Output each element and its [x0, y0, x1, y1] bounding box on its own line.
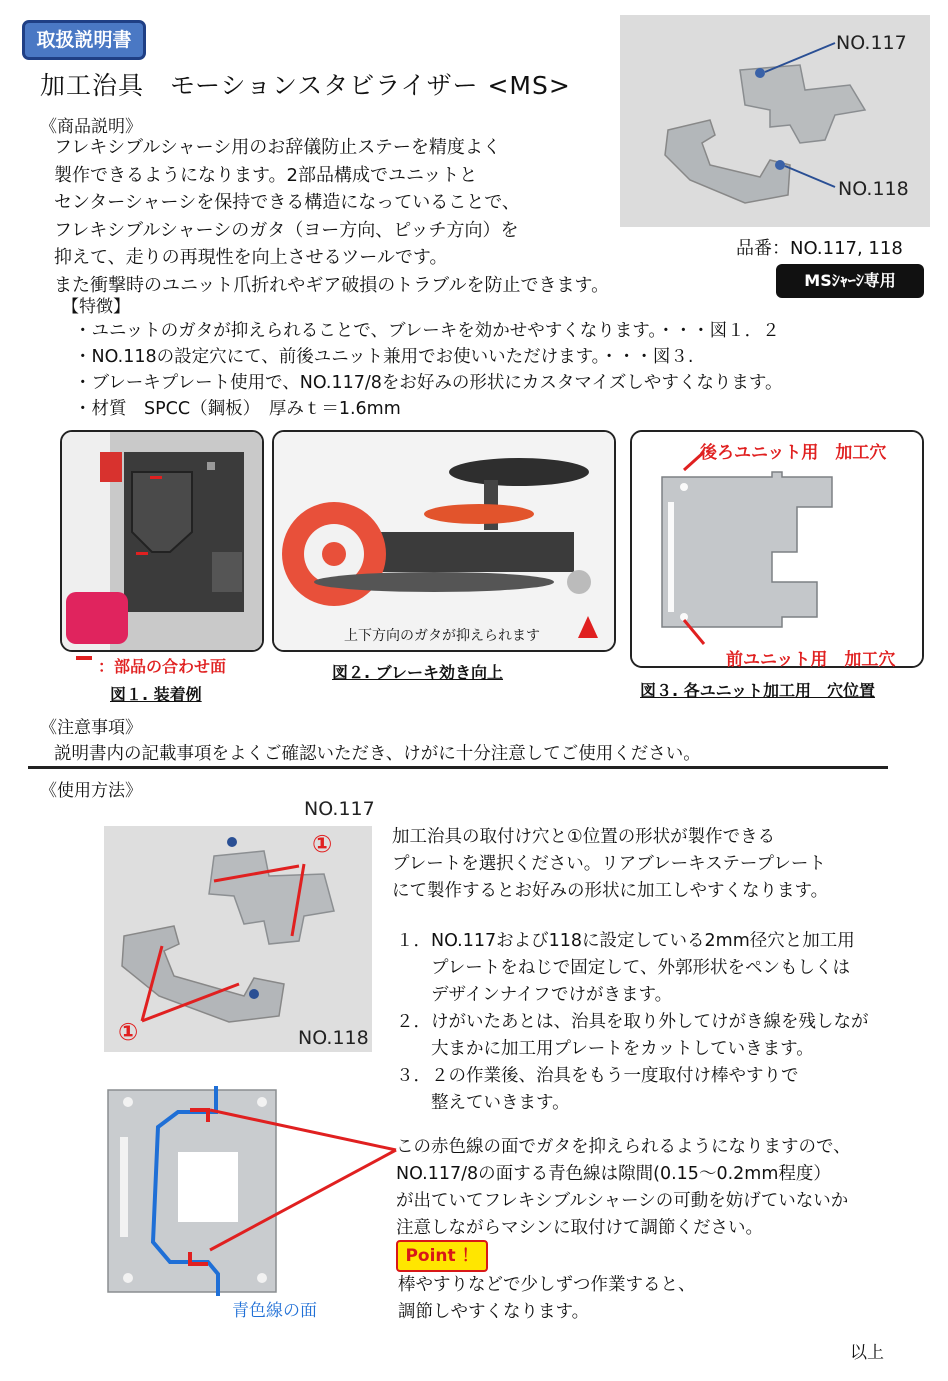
product-line: センターシャーシを保持できる構造になっていることで、: [54, 192, 520, 213]
usage-intro-line: プレートを選択ください。リアブレーキステープレート: [392, 854, 826, 874]
caution-text: 説明書内の記載事項をよくご確認いただき、けがに十分注意してご使用ください。: [54, 744, 701, 764]
usage-label: 《使用方法》: [40, 781, 142, 801]
label-no118: NO.118: [838, 178, 909, 200]
label-no117: NO.117: [836, 32, 907, 54]
part-number: 品番：NO.117, 118: [736, 238, 903, 259]
step-line: 大まかに加工用プレートをカットしていきます。: [396, 1039, 814, 1059]
figure-2-note: 上下方向のガタが抑えられます: [344, 628, 540, 644]
point-line: 棒やすりなどで少しずつ作業すると、: [398, 1275, 696, 1295]
point-badge: Point ！: [396, 1240, 488, 1272]
usage-label-no117: NO.117: [304, 798, 375, 820]
point-text: [398, 1272, 696, 1326]
product-line: フレキシブルシャーシ用のお辞儀防止ステーを精度よく: [54, 137, 501, 158]
note-line: NO.117/8の面する青色線は隙間(0.15～0.2mm程度）: [396, 1164, 831, 1184]
end-mark: 以上: [850, 1343, 884, 1363]
usage-photo: [104, 826, 372, 1052]
usage-intro: [392, 824, 828, 905]
step-line: ３．２の作業後、治具をもう一度取付け棒やすりで: [396, 1066, 799, 1086]
product-description: [54, 134, 609, 299]
page-title: 加工治具 モーションスタビライザー <MS>: [40, 71, 571, 100]
figure-2-photo: [272, 430, 616, 652]
figure-3-front-hole-label: 前ユニット用 加工穴: [726, 650, 896, 670]
product-line: 製作できるようになります。2部品構成でユニットと: [54, 164, 478, 186]
step-line: 整えていきます。: [396, 1093, 570, 1113]
red-line-note: [396, 1134, 851, 1242]
ms-chassis-badge: MSｼｬｰｼ専用: [776, 264, 924, 298]
usage-label-no118: NO.118: [298, 1027, 369, 1049]
product-line: また衝撃時のユニット爪折れやギア破損のトラブルを防止できます。: [54, 274, 610, 296]
feature-item: ・ブレーキプレート使用で、NO.117/8をお好みの形状にカスタマイズしやすくなります。: [74, 373, 783, 393]
blue-line-label: 青色線の面: [232, 1301, 317, 1321]
red-pointer-lines: [200, 1100, 400, 1260]
figure-1-legend: ：部品の合わせ面: [98, 657, 227, 676]
figure-3-caption: 図３. 各ユニット加工用 穴位置: [640, 681, 876, 700]
note-line: が出ていてフレキシブルシャーシの可動を妨げていないか: [396, 1191, 849, 1211]
step-line: ２．けがいたあとは、治具を取り外してけがき線を残しなが: [396, 1012, 869, 1032]
usage-steps: [396, 928, 869, 1117]
caution-label: 《注意事項》: [40, 718, 142, 738]
note-line: この赤色線の面でガタを抑えられるようになりますので、: [396, 1137, 851, 1157]
usage-intro-line: にて製作するとお好みの形状に加工しやすくなります。: [392, 881, 829, 901]
figure-2-caption: 図２. ブレーキ効き向上: [332, 663, 504, 682]
feature-item: ・NO.118の設定穴にて、前後ユニット兼用でお使いいただけます。・・・図３.: [74, 347, 694, 367]
step-line: プレートをねじで固定して、外郭形状をペンもしくは: [396, 958, 850, 978]
figure-3-photo: [630, 430, 924, 668]
feature-item: ・ユニットのガタが抑えられることで、ブレーキを効かせやすくなります。・・・図１．２: [74, 321, 780, 341]
product-line: 抑えて、走りの再現性を向上させるツールです。: [54, 247, 448, 268]
figure-1-caption: 図１. 装着例: [110, 685, 202, 704]
figure-1-photo: [60, 430, 264, 652]
usage-intro-line: 加工治具の取付け穴と①位置の形状が製作できる: [392, 827, 776, 847]
circle-one-marker: ①: [118, 1018, 139, 1046]
warning-triangle-icon: [578, 616, 598, 638]
feature-item: ・材質 SPCC（鋼板） 厚みｔ＝1.6mm: [74, 399, 401, 419]
features-label: 【特徴】: [62, 297, 130, 317]
point-line: 調節しやすくなります。: [398, 1302, 590, 1322]
figure-3-rear-hole-label: 後ろユニット用 加工穴: [700, 443, 887, 463]
product-section-label: 《商品説明》: [40, 117, 142, 137]
circle-one-marker: ①: [312, 830, 333, 858]
note-line: 注意しながらマシンに取付けて調節ください。: [396, 1218, 764, 1238]
legend-red-mark: [76, 656, 92, 660]
section-divider: [28, 766, 888, 769]
step-line: １．NO.117および118に設定している2mm径穴と加工用: [396, 931, 855, 951]
manual-badge: 取扱説明書: [22, 20, 146, 60]
step-line: デザインナイフでけがきます。: [396, 985, 673, 1005]
product-line: フレキシブルシャーシのガタ（ヨー方向、ピッチ方向）を: [54, 219, 519, 241]
features-list: [74, 318, 782, 422]
